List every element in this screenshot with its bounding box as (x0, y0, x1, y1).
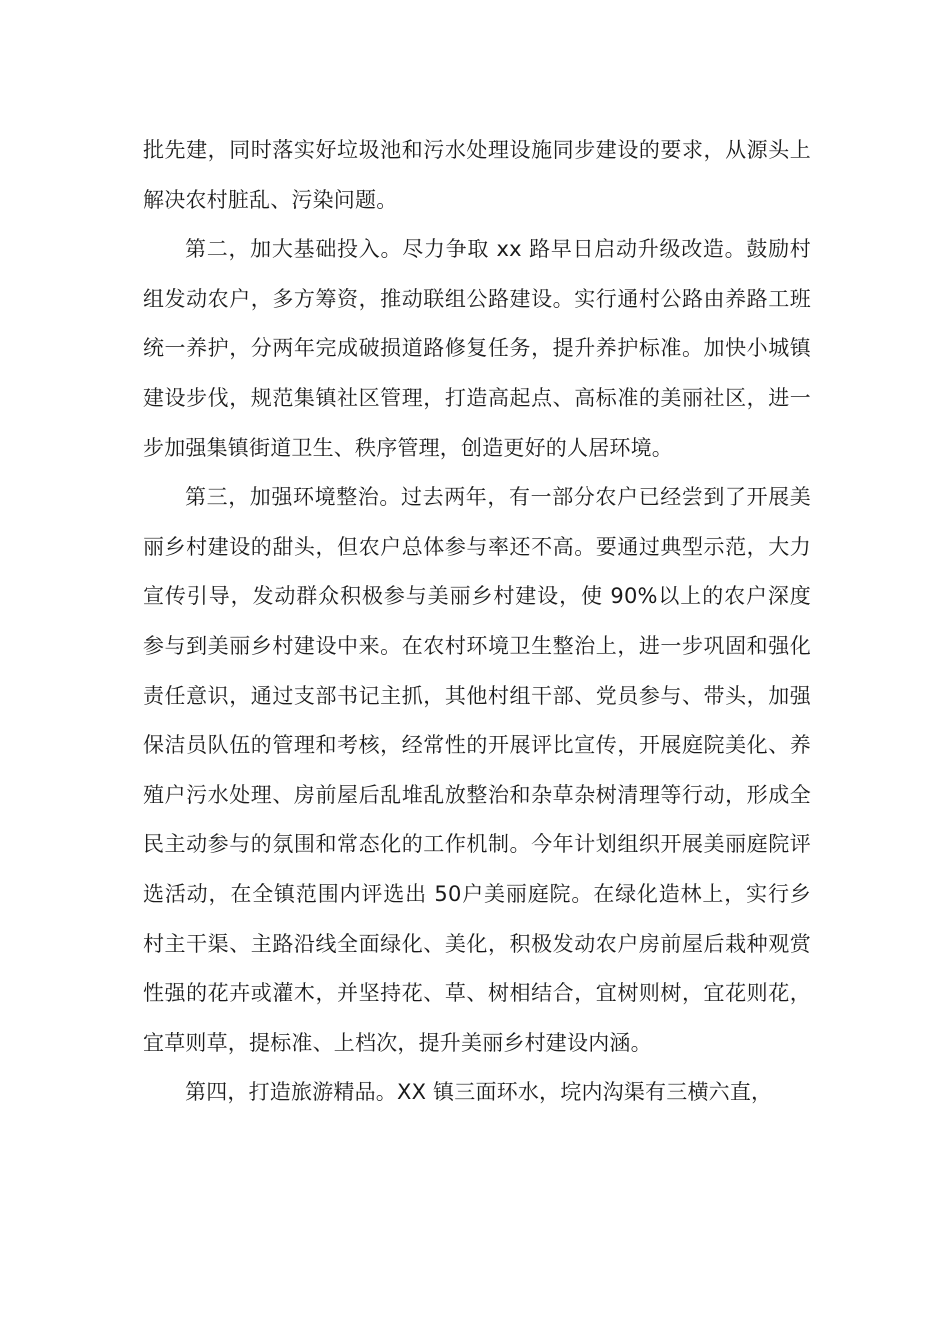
paragraph-continuation: 批先建，同时落实好垃圾池和污水处理设施同步建设的要求，从源头上解决农村脏乱、污染问题。 (143, 138, 811, 212)
paragraph-third-environment: 第三，加强环境整治。过去两年，有一部分农户已经尝到了开展美丽乡村建设的甜头，但农户总体参与率还不高。要通过典型示范，大力宣传引导，发动群众积极参与美丽乡村建设，使 90%以上的农户深度参与到美丽乡村建设中来。在农村环境卫生整治上，进一步巩固和强化责任意识，通过支部书记主抓，其他村组干部、党员参与、带头，加强保洁员队伍的管理和考核，经常性的开展评比宣传，开展庭院美化、养殖户污水处理、房前屋后乱堆乱放整治和杂草杂树清理等行动，形成全民主动参与的氛围和常态化的工作机制。今年计划组织开展美丽庭院评选活动，在全镇范围内评选出 50户美丽庭院。在绿化造林上，实行乡村主干渠、主路沿线全面绿化、美化，积极发动农户房前屋后栽种观赏性强的花卉或灌木，并坚持花、草、树相结合，宜树则树，宜花则花，宜草则草，提标准、上档次，提升美丽乡村建设内涵。 (143, 485, 811, 1055)
paragraph-fourth-tourism: 第四，打造旅游精品。XX 镇三面环水，垸内沟渠有三横六直， (185, 1080, 773, 1105)
document-body (143, 126, 811, 1118)
paragraph-second-infrastructure: 第二，加大基础投入。尽力争取 xx 路早日启动升级改造。鼓励村组发动农户，多方筹资，推动联组公路建设。实行通村公路由养路工班统一养护，分两年完成破损道路修复任务，提升养护标准。加快小城镇建设步伐，规范集镇社区管理，打造高起点、高标准的美丽社区，进一步加强集镇街道卫生、秩序管理，创造更好的人居环境。 (143, 237, 811, 460)
